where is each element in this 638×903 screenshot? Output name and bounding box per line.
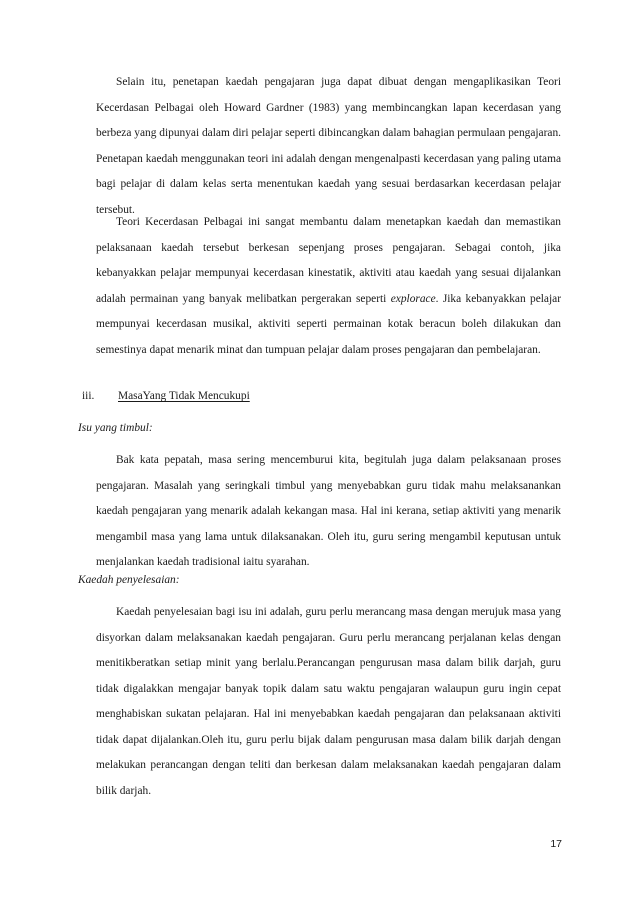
label-kaedah-penyelesaian: Kaedah penyelesaian:	[78, 574, 180, 586]
paragraph-kaedah-penyelesaian: Kaedah penyelesaian bagi isu ini adalah, guru perlu merancang masa dengan merujuk masa yang disyorkan dalam melaksanakan kaedah pengajaran. Guru perlu merancang perjalanan kelas dengan menitikberatkan setiap minit yang berlalu.Perancangan pengurusan masa dalam bilik darjah, guru tidak digalakkan mengajar banyak topik dalam satu waktu pengajaran walaupun guru ingin cepat menghabiskan sukatan pelajaran. Hal ini menyebabkan kaedah pengajaran dan pelaksanaan aktiviti tidak dapat dijalankan.Oleh itu, guru perlu bijak dalam pengurusan masa dalam bilik darjah dengan melakukan perancangan dengan teliti dan berkesan dalam melaksanakan kaedah pengajaran dalam bilik darjah.	[96, 606, 561, 797]
section-title: MasaYang Tidak Mencukupi	[118, 390, 250, 402]
page-number: 17	[550, 838, 562, 850]
paragraph-text-before: Teori Kecerdasan Pelbagai ini sangat membantu dalam menetapkan kaedah dan memastikan pelaksanaan kaedah tersebut berkesan sepenjang proses pengajaran. Sebagai contoh, jika kebanyakkan pelajar mempunyai kecerdasan kinestatik, aktiviti atau kaedah yang sesuai dijalankan adalah permainan yang banyak melibatkan pergerakan seperti	[96, 216, 561, 305]
paragraph-text-after: . Jika kebanyakkan pelajar mempunyai kecerdasan musikal, aktiviti seperti permainan kotak beracun boleh dilakukan dan semestinya dapat menarik minat dan tumpuan pelajar dalam proses pengajaran dan pembelajaran.	[96, 292, 561, 356]
section-number: iii.	[82, 390, 95, 402]
paragraph-kecerdasan-pelbagai-examples	[96, 210, 561, 363]
italic-term-explorace: explorace	[390, 292, 436, 305]
paragraph-kecerdasan-pelbagai-intro: Selain itu, penetapan kaedah pengajaran juga dapat dibuat dengan mengaplikasikan Teori Kecerdasan Pelbagai oleh Howard Gardner (1983) yang membincangkan lapan kecerdasan yang berbeza yang dipunyai dalam diri pelajar seperti dibincangkan dalam bahagian permulaan pengajaran. Penetapan kaedah menggunakan teori ini adalah dengan mengenalpasti kecerdasan yang paling utama bagi pelajar di dalam kelas serta menentukan kaedah yang sesuai berdasarkan kecerdasan pelajar tersebut.	[96, 76, 561, 216]
label-isu-yang-timbul: Isu yang timbul:	[78, 422, 153, 434]
paragraph-isu-masa: Bak kata pepatah, masa sering mencemburui kita, begitulah juga dalam pelaksanaan proses pengajaran. Masalah yang seringkali timbul yang menyebabkan guru tidak mahu melaksanankan kaedah pengajaran yang menarik adalah kekangan masa. Hal ini kerana, setiap aktiviti yang menarik mengambil masa yang lama untuk dilaksanakan. Oleh itu, guru sering mengambil keputusan untuk menjalankan kaedah tradisional iaitu syarahan.	[96, 454, 561, 568]
